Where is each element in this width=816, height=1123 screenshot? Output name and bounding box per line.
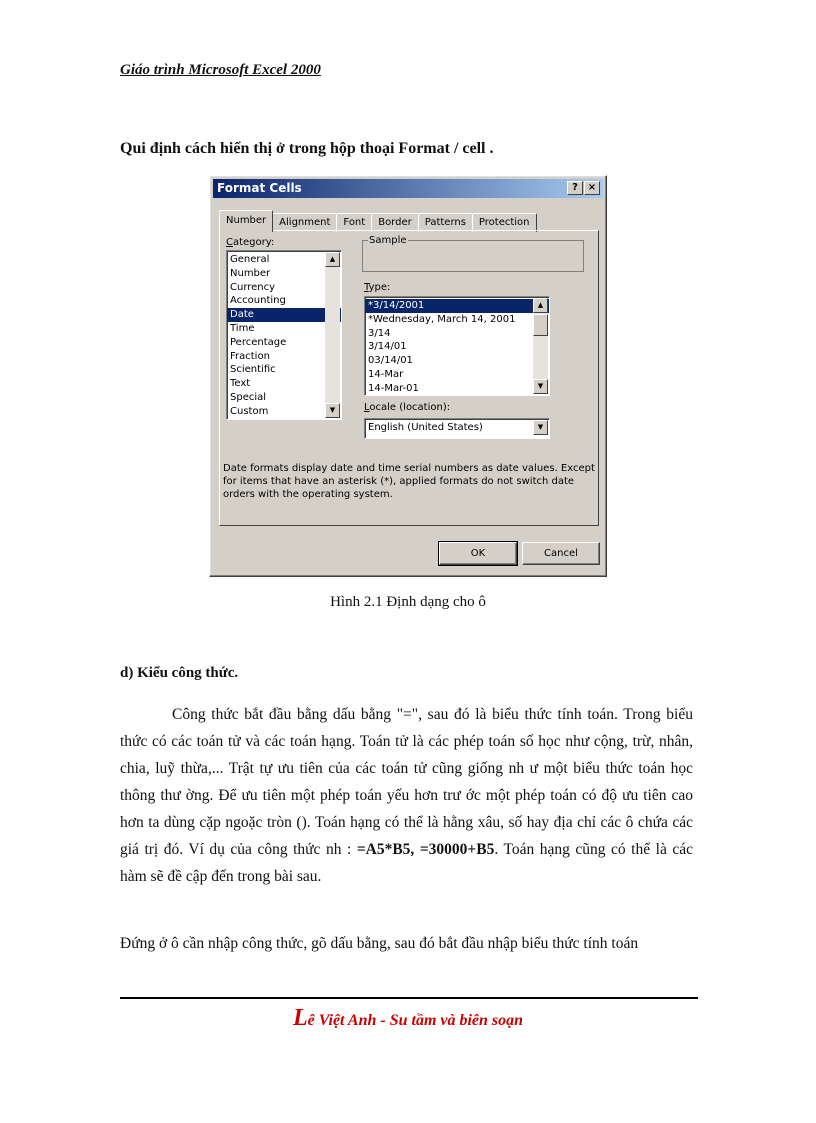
category-item[interactable]: Fraction (230, 350, 270, 362)
tab-border[interactable]: Border (371, 213, 419, 232)
type-listbox[interactable] (364, 296, 550, 396)
category-item[interactable]: Number (230, 267, 271, 279)
tab-protection[interactable]: Protection (472, 213, 537, 232)
locale-label: Locale (location): (364, 402, 451, 413)
category-item[interactable]: Text (230, 378, 251, 390)
close-button[interactable]: × (584, 181, 600, 195)
paragraph-input: Đứng ở ô cần nhập công thức, gõ dấu bằng, sau đó bắt đầu nhập biểu thức tính toán (120, 935, 639, 952)
paragraph-formula: Công thức bắt đầu bằng dấu bằng "=", sau đó là biểu thức tính toán. Trong biểu thức có các toán tử và các toán hạng. Toán tử là các phép toán số học như cộng, trừ, nhân, chia, luỹ thừa,... Trật tự ưu tiên của các toán tử cũng giống nh ư một biểu thức toán học thông thư ờng. Để ưu tiên một phép toán yếu hơn trư ớc một phép toán có độ ưu tiên cao hơn ta dùng cặp ngoặc tròn (). Toán hạng có thể là hằng xâu, số hay địa chỉ các ô chứa các giá trị đó. Ví dụ của công thức nh : =A5*B5, =30000+B5. Toán hạng cũng có thể là các hàm sẽ đề cập đến trong bài sau. (120, 706, 693, 885)
type-item[interactable]: 03/14/01 (368, 355, 413, 367)
category-item[interactable]: Accounting (230, 295, 286, 307)
category-item[interactable]: Custom (230, 405, 269, 417)
cancel-button[interactable]: Cancel (522, 542, 600, 565)
category-item[interactable]: Time (230, 322, 255, 334)
dialog-titlebar (213, 179, 603, 198)
format-cells-dialog (209, 175, 607, 577)
sample-label: Sample (369, 235, 407, 246)
figure-caption: Hình 2.1 Định dạng cho ô (330, 594, 486, 610)
category-scrollbar[interactable] (325, 252, 340, 418)
type-item[interactable]: *Wednesday, March 14, 2001 (368, 313, 516, 325)
format-description: Date formats display date and time serial numbers as date values. Except for items that have an asterisk (*), applied formats do not switch date orders with the operating system. (223, 463, 595, 500)
category-item[interactable]: Date (227, 308, 341, 322)
category-label: Category: (226, 237, 275, 248)
tab-patterns[interactable]: Patterns (418, 213, 473, 232)
category-listbox[interactable] (226, 250, 342, 420)
tab-font[interactable]: Font (336, 213, 372, 232)
type-scrollbar[interactable] (533, 298, 548, 394)
category-item[interactable]: Special (230, 391, 267, 403)
ok-button[interactable]: OK (439, 542, 517, 565)
tab-number[interactable]: Number (219, 210, 273, 232)
type-item[interactable]: *3/14/2001 (365, 299, 549, 313)
scroll-up-icon[interactable]: ▲ (325, 252, 340, 267)
locale-value: English (United States) (368, 422, 483, 433)
help-button[interactable]: ? (567, 181, 583, 195)
type-item[interactable]: 14-Mar (368, 368, 404, 380)
section-heading: d) Kiểu công thức. (120, 665, 239, 681)
type-item[interactable]: 14-Mar-01 (368, 382, 419, 394)
category-item[interactable]: Percentage (230, 336, 287, 348)
type-item[interactable]: 3/14 (368, 327, 391, 339)
type-label: Type: (364, 282, 391, 293)
tab-alignment[interactable]: Alignment (272, 213, 337, 232)
type-item[interactable]: 3/14/01 (368, 341, 407, 353)
scroll-down-icon[interactable]: ▼ (533, 379, 548, 394)
footer-divider (120, 997, 698, 999)
dialog-title: Format Cells (217, 181, 302, 195)
formula-example: =A5*B5, =30000+B5 (356, 841, 495, 858)
intro-line: Qui định cách hiển thị ở trong hộp thoại Format / cell . (120, 140, 494, 157)
tab-strip (219, 210, 536, 231)
category-item[interactable]: Currency (230, 281, 276, 293)
category-item[interactable]: Scientific (230, 364, 276, 376)
page-header: Giáo trình Microsoft Excel 2000 (120, 62, 321, 78)
scroll-down-icon[interactable]: ▼ (325, 403, 340, 418)
locale-select[interactable] (364, 418, 550, 439)
chevron-down-icon[interactable]: ▼ (533, 420, 548, 435)
scroll-up-icon[interactable]: ▲ (533, 298, 548, 313)
category-item[interactable]: General (230, 254, 270, 265)
footer-signature: Lê Việt Anh - Su tầm và biên soạn (292, 1005, 524, 1031)
scroll-thumb[interactable] (533, 314, 548, 336)
